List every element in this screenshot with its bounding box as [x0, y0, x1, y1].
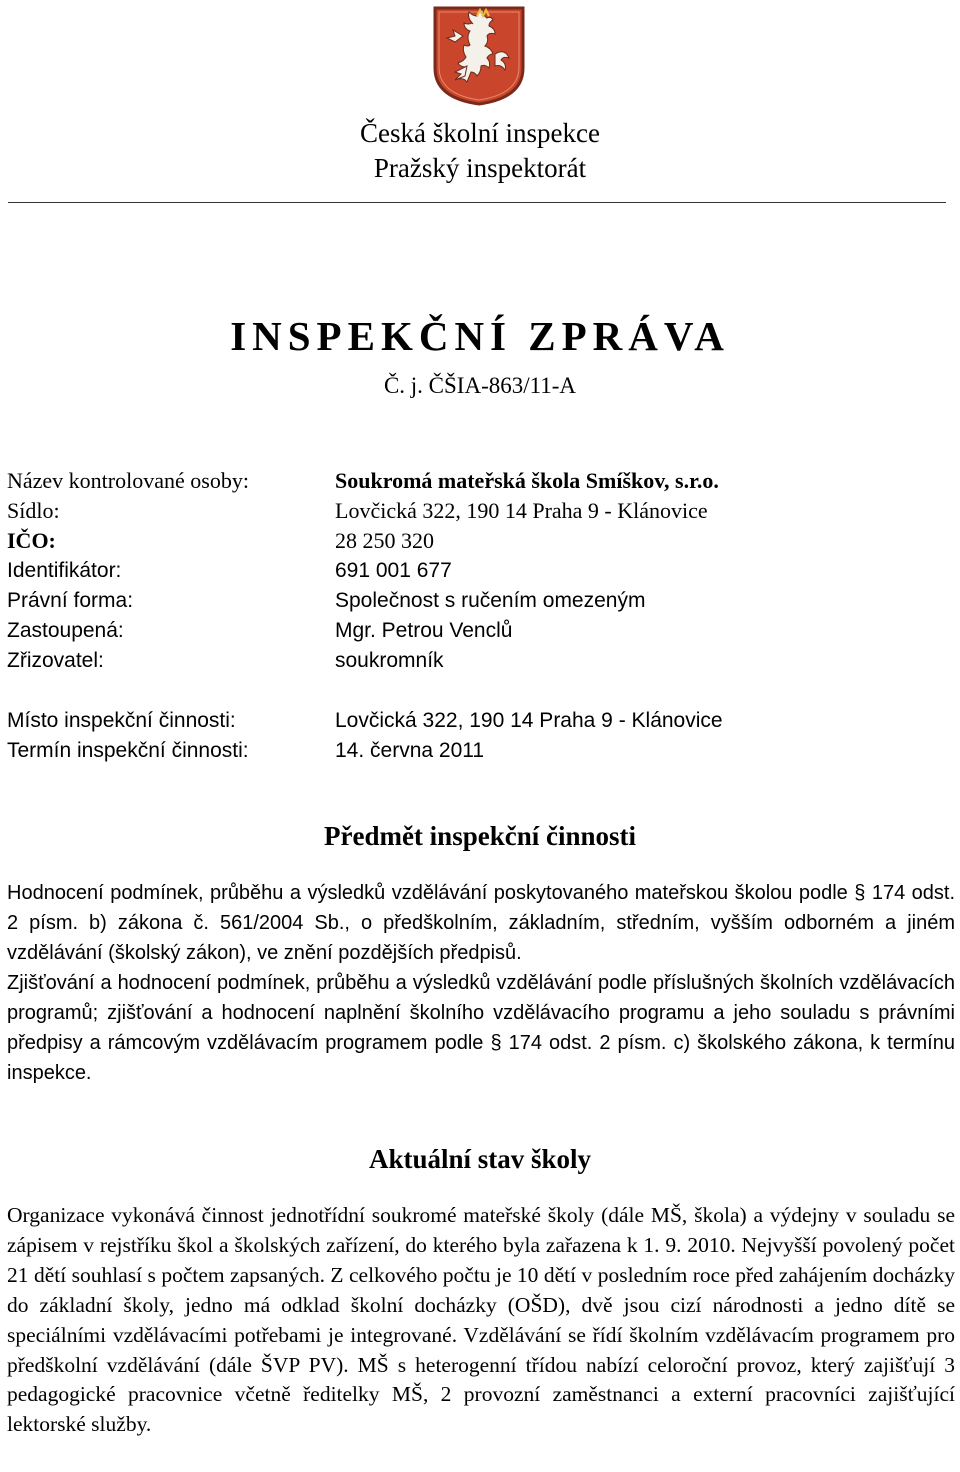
detail-label-seat: Sídlo: — [7, 498, 60, 523]
detail-value-seat: Lovčická 322, 190 14 Praha 9 - Klánovice — [335, 498, 708, 523]
lion-emblem-icon — [433, 6, 525, 106]
detail-value-founder: soukromník — [335, 649, 444, 672]
detail-value-ico: 28 250 320 — [335, 528, 434, 553]
detail-label-founder: Zřizovatel: — [7, 649, 104, 672]
header-divider — [8, 202, 946, 203]
subject-paragraph-1: Hodnocení podmínek, průběhu a výsledků vzdělávání poskytovaného mateřskou školou podle § 174 odst. 2 písm. b) zákona č. 561/2004 Sb., o předškolním, základním, středním, vyšším odborném a jiném vzdělávání (školský zákon), ve znění pozdějších předpisů. — [7, 882, 955, 964]
detail-value-legal-form: Společnost s ručením omezeným — [335, 589, 646, 612]
status-paragraph: Organizace vykonává činnost jednotřídní soukromé mateřské školy (dále MŠ, škola) a výdejny v souladu se zápisem v rejstříku škol a školských zařízení, do kterého byla zařazena k 1. 9. 2010. Nejvyšší povolený počet 21 dětí souhlasí s počtem zapsaných. Z celkového počtu je 10 dětí v posledním roce před zahájením docházky do základní školy, jedno má odklad školní docházky (OŠD), dvě jsou cizí národnosti a jedno dítě se speciálními vzdělávacími potřebami je integrované. Vzdělávání se řídí školním vzdělávacím programem pro předškolní vzdělávání (dále ŠVP PV). MŠ s heterogenní třídou nabízí celoroční provoz, který zajišťují 3 pedagogické pracovnice včetně ředitelky MŠ, 2 provozní zaměstnanci a externí pracovníci zajišťující lektorské služby. — [7, 1203, 955, 1437]
detail-label-name: Název kontrolované osoby: — [7, 468, 249, 493]
section-heading-subject: Předmět inspekční činnosti — [323, 821, 636, 851]
detail-value-identifier: 691 001 677 — [335, 559, 452, 582]
state-emblem — [433, 6, 525, 106]
detail-value-place: Lovčická 322, 190 14 Praha 9 - Klánovice — [335, 709, 723, 732]
detail-label-ico: IČO: — [7, 528, 56, 553]
detail-label-represented: Zastoupená: — [7, 619, 124, 642]
detail-label-place: Místo inspekční činnosti: — [7, 709, 236, 732]
organization-unit: Pražský inspektorát — [373, 153, 587, 183]
subject-paragraph-2: Zjišťování a hodnocení podmínek, průběhu a výsledků vzdělávání podle příslušných školních vzdělávacích programů; zjišťování a hodnocení naplnění školního vzdělávacího programu a jeho souladu s právními předpisy a rámcovým vzdělávacím programem podle § 174 odst. 2 písm. c) školského zákona, k termínu inspekce. — [7, 972, 955, 1084]
detail-value-date: 14. června 2011 — [335, 739, 485, 762]
section-heading-status: Aktuální stav školy — [368, 1144, 592, 1174]
organization-name: Česká školní inspekce — [360, 118, 600, 148]
detail-label-identifier: Identifikátor: — [7, 559, 122, 582]
detail-label-legal-form: Právní forma: — [7, 589, 134, 612]
document-title: INSPEKČNÍ ZPRÁVA — [230, 313, 730, 359]
detail-value-represented: Mgr. Petrou Venclů — [335, 619, 513, 642]
detail-label-date: Termín inspekční činnosti: — [7, 739, 249, 762]
detail-value-name: Soukromá mateřská škola Smíškov, s.r.o. — [335, 468, 719, 493]
reference-number: Č. j. ČŠIA-863/11-A — [383, 373, 577, 398]
